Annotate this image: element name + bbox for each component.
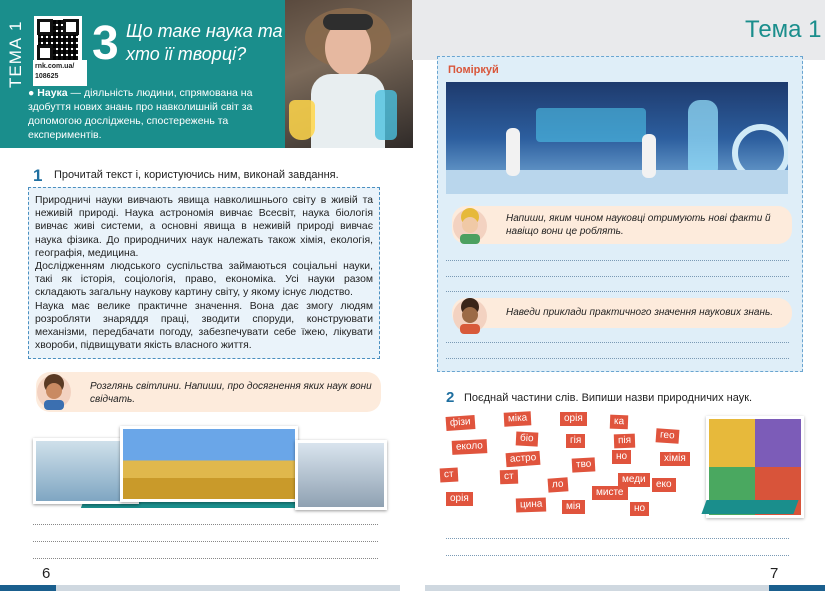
syllable-tag: ка bbox=[610, 415, 629, 430]
qr-url[interactable] bbox=[33, 60, 87, 86]
syllable-tag: орія bbox=[560, 412, 587, 426]
page-number-left: 6 bbox=[42, 565, 51, 582]
syllable-tag: міка bbox=[504, 411, 532, 426]
reading-text-box bbox=[28, 187, 380, 359]
syllable-tag: астро bbox=[506, 451, 541, 467]
syllable-tag: тво bbox=[572, 457, 596, 472]
task2-instruction: Поєднай частини слів. Випиши назви природничих наук. bbox=[464, 392, 753, 404]
think-label: Поміркуй bbox=[448, 64, 499, 76]
syllable-tag: гія bbox=[566, 434, 585, 448]
chapter-number: 3 bbox=[92, 17, 119, 70]
paragraph-2: Дослідженням людського суспільства займаються соціальні науки, такі як історія, соціологія, право, економіка. Усі науки разом складають загальну наукову картину світу, у якому існує людство. bbox=[35, 261, 373, 299]
girl-avatar-icon bbox=[452, 296, 488, 336]
scientist-girl-photo bbox=[285, 0, 413, 148]
definition-text: — діяльність людини, спрямована на здобуття нових знань про навколишній світ за допомогою досліджень, спостережень та експериментів. bbox=[28, 87, 253, 141]
syllable-tag: меди bbox=[618, 473, 650, 487]
question1-text: Напиши, яким чином науковці отримують нові факти й навіщо вони це роблять. bbox=[506, 213, 771, 237]
syllable-tag: но bbox=[630, 502, 649, 516]
boy-avatar-icon bbox=[452, 206, 488, 246]
qr-url-line1: rnk.com.ua/ bbox=[35, 63, 75, 70]
hint-text: Розглянь світлини. Напиши, про досягнення яких наук вони свідчать. bbox=[90, 381, 372, 405]
question2-text: Наведи приклади практичного значення наукових знань. bbox=[506, 307, 774, 318]
syllable-tag: еколо bbox=[452, 439, 488, 455]
syllable-tag: ст bbox=[440, 468, 458, 483]
syllable-tag: ст bbox=[500, 470, 518, 485]
syllable-tag: ло bbox=[548, 477, 568, 492]
qr-url-line2: 108625 bbox=[35, 73, 59, 80]
syllable-tag: мія bbox=[562, 500, 585, 514]
combine-harvester-photo bbox=[120, 426, 298, 502]
paragraph-1: Природничі науки вивчають явища навколишнього світу в живій та неживій природі. Наука астрономія вивчає Всесвіт, наука біологія вивчає живі системи, а основні явища в неживій природі вивчає наука фізика. До природничих наук належать також хімія, екологія, географія, медицина. bbox=[35, 195, 373, 259]
laboratory-illustration bbox=[446, 82, 788, 194]
footer-bar-left bbox=[0, 585, 400, 591]
syllable-tag: біо bbox=[516, 431, 538, 446]
task2-number: 2 bbox=[446, 389, 455, 406]
paragraph-3: Наука має велике практичне значення. Вона дає змогу людям розробляти знаряддя праці, зводити споруди, конструювати механізми, передбачати погоду, забезпечувати себе їжею, лікувати хвороби, підвищувати якість власного життя. bbox=[35, 300, 373, 352]
syllable-tag: цина bbox=[516, 497, 547, 512]
definition bbox=[28, 86, 284, 142]
teal-decoration-right bbox=[701, 500, 798, 514]
bullet-icon: ● bbox=[28, 87, 35, 99]
syllable-tag: еко bbox=[652, 478, 676, 492]
page-number-right: 7 bbox=[770, 565, 779, 582]
definition-term: Наука bbox=[37, 87, 68, 99]
tema-label: Тема 1 bbox=[745, 16, 822, 43]
syllable-tag: но bbox=[612, 450, 631, 464]
syllable-tag: орія bbox=[446, 492, 473, 506]
task1-instruction: Прочитай текст і, користуючись ним, виконай завдання. bbox=[54, 169, 339, 181]
footer-bar-right bbox=[425, 585, 825, 591]
syllable-tag: гео bbox=[656, 428, 679, 444]
girl-avatar-icon bbox=[36, 372, 72, 412]
drone-photo bbox=[295, 440, 387, 510]
task1-number: 1 bbox=[33, 166, 43, 185]
syllable-tag: мисте bbox=[592, 486, 628, 500]
qr-code[interactable] bbox=[34, 16, 82, 64]
syllable-tag: фізи bbox=[446, 415, 476, 431]
chapter-title: Що таке наука та хто її творці? bbox=[126, 21, 283, 64]
syllable-tag: пія bbox=[614, 434, 636, 449]
syllable-tag: хімія bbox=[660, 452, 690, 466]
tema-vertical-label: ТЕМА 1 bbox=[6, 20, 25, 88]
